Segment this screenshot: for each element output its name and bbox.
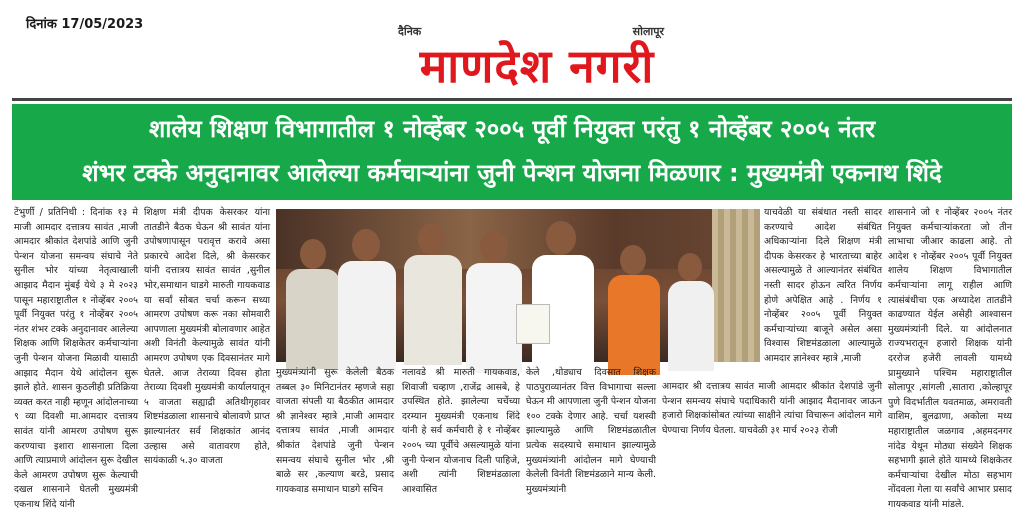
article-text: टेंभुर्णी / प्रतिनिधी : दिनांक १३ मे माजी आमदार दत्तात्रय सावंत ,माजी आमदार श्रीकांत देशपांडे आणि जुनी पेन्शन योजना समन्वय संघाचे नेते सुनील भोर यांच्या नेतृत्वाखाली आझाद मैदान मुंबई येथे ३ मे २०२३ पासून महाराष्ट्रातील १ नोव्हेंबर २००५ पूर्वी नियुक्त परंतु १ नोव्हेंबर २००५ नंतर शंभर टक्के अनुदानावर आलेल्या शिक्षक आणि शिक्षकेतर कर्मचाऱ्यांना जुनी पेन्शन योजना मिळावी यासाठी आझाद मैदान येथे आंदोलन सुरू झाले होते. शासन कुठलीही प्रतिक्रिया व्यक्त करत नाही म्हणून आंदोलनाच्या ९ व्या दिवशी मा.आमदार दत्तात्रय सावंत यांनी आमरण उपोषण सुरू करण्याचा इशारा शासनाला दिला आणि त्याप्रमाणे आंदोलन सुरू देखील केले आमरण उपोषण सुरू केल्याची दखल शासनाने घेतली मुख्यमंत्री एकनाथ शिंदे यांनी — [14, 207, 138, 510]
article-text: शासनाने जो १ नोव्हेंबर २००५ नंतर नियुक्त कर्मचाऱ्यांकरता जो तीन लाभाचा जीआर काढला आहे. तो आदेश १ नोव्हेंबर २००५ पूर्वी नियुक्त शालेय शिक्षण विभागातील कर्मचाऱ्यांना लागू राहील आणि त्यासंबंधीचा एक अध्यादेश तातडीने काढण्यात येईल असेही आश्वासन मुख्यमंत्र्यांनी दिले. या आंदोलनात राज्यभरातून हजारो शिक्षक यांनी दररोज हजेरी लावली यामध्ये प्रामुख्याने पश्चिम महाराष्ट्रातील सोलापूर ,सांगली ,सातारा ,कोल्हापूर पुणे विदर्भातील यवतमाळ, अमरावती वाशिम, बुलढाणा, अकोला मध्य महाराष्ट्रातील जळगाव ,अहमदनगर नांदेड येथून मोठ्या संख्येने शिक्षक सहभागी झाले होते यामध्ये शिक्षकेतर कर्मचाऱ्यांचा देखील मोठा सहभाग नोंदवला गेला या सर्वांचे आभार प्रसाद गायकवाड यांनी मांडले. — [888, 207, 1012, 510]
article-text: याचवेळी या संबंधात नस्ती सादर करण्याचे आदेश संबंधित अधिकाऱ्यांना दिले शिक्षण मंत्री दीपक केसरकर हे भारताच्या बाहेर असल्यामुळे ते आल्यानंतर संबंधित नस्ती सादर होऊन त्वरित निर्णय होणे अपेक्षित आहे . निर्णय १ नोव्हेंबर २००५ पूर्वी नियुक्त कर्मचाऱ्यांच्या बाजूने असेल असा विश्वास शिष्टमंडळाला आल्यामुळे आमदार ज्ञानेश्वर म्हात्रे ,माजी — [764, 207, 882, 364]
document-paper — [516, 304, 550, 344]
article-column-1 — [14, 206, 138, 510]
article-text: नलावडे श्री मारुती गायकवाड, शिवाजी चव्हाण ,राजेंद्र आसबे, हे उपस्थित होते. झालेल्या चर्चेच्या दरम्यान मुख्यमंत्री एकनाथ शिंदे यांनी हे सर्व कर्मचारी हे १ नोव्हेंबर २००५ च्या पूर्वीचे असल्यामुळे यांना जुनी पेन्शन योजनाच दिली पाहिजे, अशी त्यांनी शिष्टमंडळाला आश्वासित — [402, 367, 520, 495]
article-column-7 — [888, 206, 1012, 510]
masthead-city: सोलापूर — [632, 25, 664, 38]
date-label: दिनांक 17/05/2023 — [26, 17, 144, 32]
article-column-5 — [526, 366, 656, 498]
headline-banner — [12, 104, 1012, 200]
article-text: शिक्षण मंत्री दीपक केसरकर यांना तातडीने बैठक घेऊन श्री सावंत यांना उपोषणापासून परावृत्त करावे असा प्रकारचे आदेश दिले, श्री केसरकर यांनी दत्तात्रय सावंत सावंत ,सुनील भोर,समाधान घाडगे मारुती गायकवाड या सर्वां सोबत चर्चा करून सध्या आमरण उपोषण करू नका सोमवारी आपणाला मुख्यमंत्री बोलावणार आहेत अशी विनंती केल्यामुळे सावंत यांनी आमरण उपोषण एक दिवसानंतर मागे घेतले. आज तेराव्या दिवस होता तेराव्या दिवशी मुख्यमंत्री कार्यालयातून ५ वाजता सह्याद्री अतिथीगृहावर शिष्टमंडळाला शासनाचे बोलावणे प्राप्त झाल्यानंतर सर्व शिक्षकांत आनंद उल्हास असे वातावरण होते, सायंकाळी ५.३० वाजता — [144, 207, 270, 467]
article-column-6-bottom — [662, 380, 882, 498]
article-column-6-top — [764, 206, 882, 368]
article-column-3 — [276, 366, 394, 498]
masthead-tagline: दैनिक — [398, 25, 422, 38]
masthead — [392, 24, 682, 102]
divider — [12, 98, 1012, 101]
article-text: आमदार श्री दत्तात्रय सावंत माजी आमदार श्रीकांत देशपांडे जुनी पेन्शन समन्वय संघाचे पदाधिकारी यांनी आझाद मैदानावर जाऊन हजारो शिक्षकांसोबत त्यांच्या साक्षीने त्यांचा विचारून आंदोलन मागे घेण्याचा निर्णय घेतला. याचवेळी ३१ मार्च २०२३ रोजी — [662, 381, 882, 436]
headline-line-2: शंभर टक्के अनुदानावर आलेल्या कर्मचाऱ्यांना जुनी पेन्शन योजना मिळणार : मुख्यमंत्री एकनाथ शिंदे — [82, 159, 942, 187]
news-photo — [276, 209, 760, 362]
article-text: मुख्यमंत्र्यांनी सुरू केलेली बैठक तब्बल ३० मिनिटानंतर म्हणजे सहा वाजता संपली या बैठकीत आमदार श्री ज्ञानेश्वर म्हात्रे ,माजी आमदार दत्तात्रय सावंत ,माजी आमदार श्रीकांत देशपांडे जुनी पेन्शन समन्वय संघाचे सुनील भोर ,श्री बाळे सर ,कल्याण बरडे, प्रसाद गायकवाड समाधान घाडगे सचिन — [276, 367, 394, 495]
masthead-title: माणदेश नगरी — [419, 39, 655, 93]
article-column-4 — [402, 366, 520, 498]
headline-line-1: शालेय शिक्षण विभागातील १ नोव्हेंबर २००५ पूर्वी नियुक्त परंतु १ नोव्हेंबर २००५ नंतर — [148, 115, 876, 143]
article-text: केले ,थोड्याच दिवसात शिक्षक पाठपुराव्यानंतर वित्त विभागाचा सल्ला घेऊन मी आपणाला जुनी पेन्शन योजना १०० टक्के देणार आहे. चर्चा यशस्वी झाल्यामुळे आणि शिष्टमंडळातील प्रत्येक सदस्याचे समाधान झाल्यामुळे मुख्यमंत्र्यांनी आंदोलन मागे घेण्याची केलेली विनंती शिष्टमंडळाने मान्य केली. मुख्यमंत्र्यांनी — [526, 367, 656, 495]
article-column-2 — [144, 206, 270, 498]
